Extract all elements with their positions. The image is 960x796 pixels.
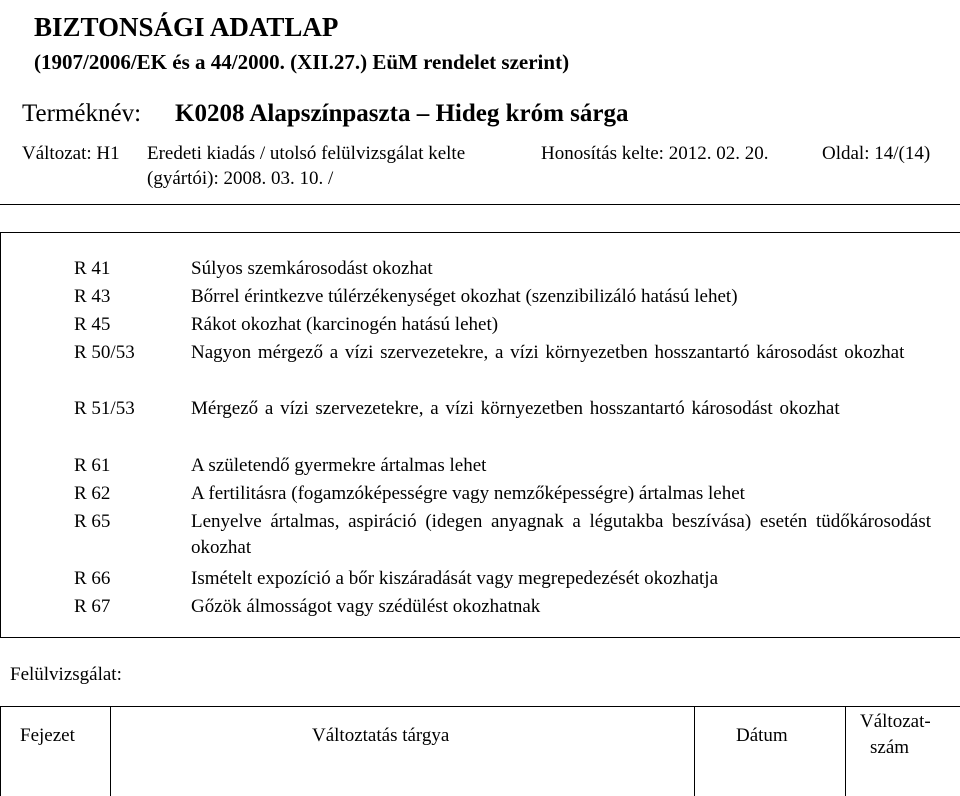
version-text: Változat: H1 (22, 143, 120, 164)
table-divider (694, 706, 695, 796)
r-phrase-code: R 62 (74, 483, 111, 504)
r-phrase-code: R 50/53 (74, 342, 135, 363)
r-phrase-code: R 41 (74, 258, 111, 279)
r-phrase-code: R 65 (74, 511, 111, 532)
product-label: Terméknév: (22, 100, 142, 127)
issue-date-line2: (gyártói): 2008. 03. 10. / (147, 168, 334, 189)
column-header-chapter: Fejezet (20, 725, 75, 746)
document-title: BIZTONSÁGI ADATLAP (34, 12, 339, 42)
r-phrase-code: R 61 (74, 455, 111, 476)
r-phrase-text: Rákot okozhat (karcinogén hatású lehet) (191, 314, 499, 335)
column-header-date: Dátum (736, 725, 788, 746)
column-header-version-line1: Változat- (860, 711, 931, 732)
r-phrase-text: Gőzök álmosságot vagy szédülést okozhatnak (191, 596, 541, 617)
table-divider (845, 706, 846, 796)
r-phrase-text: Lenyelve ártalmas, aspiráció (idegen anyagnak a légutakba beszívása) esetén tüdőkárosodást okozhat (191, 511, 931, 558)
r-phrase-text: Mérgező a vízi szervezetekre, a vízi környezetben hosszantartó károsodást okozhat (191, 398, 840, 419)
r-phrase-text: A születendő gyermekre ártalmas lehet (191, 455, 487, 476)
r-phrase-text: Ismételt expozíció a bőr kiszáradását vagy megrepedezését okozhatja (191, 568, 719, 589)
page-number: Oldal: 14/(14) (822, 143, 931, 164)
r-phrase-code: R 51/53 (74, 398, 135, 419)
r-phrase-code: R 45 (74, 314, 111, 335)
issue-date-line1: Eredeti kiadás / utolsó felülvizsgálat kelte (147, 143, 466, 164)
review-label: Felülvizsgálat: (10, 664, 122, 685)
document-subtitle: (1907/2006/EK és a 44/2000. (XII.27.) EüM rendelet szerint) (34, 50, 570, 74)
header-divider (0, 204, 960, 205)
localization-date: Honosítás kelte: 2012. 02. 20. (541, 143, 769, 164)
r-phrase-text: Bőrrel érintkezve túlérzékenységet okozhat (szenzibilizáló hatású lehet) (191, 286, 738, 307)
r-phrase-text: A fertilitásra (fogamzóképességre vagy nemzőképességre) ártalmas lehet (191, 483, 745, 504)
r-phrase-code: R 43 (74, 286, 111, 307)
r-phrase-code: R 67 (74, 596, 111, 617)
r-phrase-text: Súlyos szemkárosodást okozhat (191, 258, 433, 279)
revision-table (0, 706, 960, 796)
product-name: K0208 Alapszínpaszta – Hideg króm sárga (175, 100, 629, 127)
column-header-version-line2: szám (870, 737, 910, 758)
r-phrase-code: R 66 (74, 568, 111, 589)
r-phrase-text: Nagyon mérgező a vízi szervezetekre, a vízi környezetben hosszantartó károsodást okozhat (191, 342, 905, 363)
table-divider (110, 706, 111, 796)
column-header-subject: Változtatás tárgya (312, 725, 450, 746)
